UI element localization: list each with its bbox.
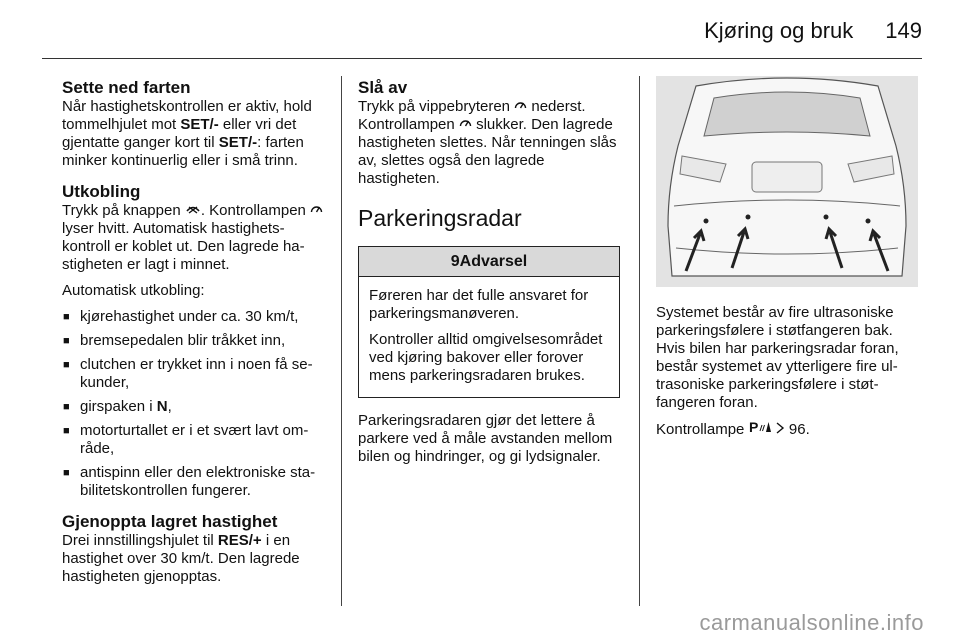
warning-icon: 9 [450,253,460,270]
warning-title: Advarsel [459,253,528,270]
chapter-heading: Parkeringsradar [358,205,522,231]
list-item: ■ bremsepedalen blir tråkket inn, [62,332,326,350]
paragraph: Føreren har det fulle ansvaret for parkeringsmanøveren. [369,287,589,322]
cruise-control-lamp-icon [514,98,527,116]
cruise-cancel-icon [185,202,201,220]
list-item: ■ clutchen er trykket inn i noen få sekunder, [62,356,326,392]
section-title: Utkobling [62,182,141,201]
running-header-title: Kjøring og bruk [704,18,854,43]
list-item: ■ motorturtallet er i et svært lavt område, [62,422,326,458]
watermark: carmanualsonline.info [699,610,924,635]
section-resume [62,512,326,586]
car-rear-sensors-illustration [656,76,918,287]
list-item: ■ girspaken i N, [62,398,326,416]
header-rule [42,58,922,59]
section-title: Gjenoppta lagret hastighet [62,512,278,531]
paragraph: Automatisk utkobling: [62,282,205,299]
parking-radar-lamp-icon [749,420,771,439]
paragraph: Systemet består av fire ultrasoniske parkeringsfølere i støtfangeren bak. Hvis bilen har parkeringsradar foran, består systemet av ytterligere fire ultrasoniske parkeringsfølere i støtfangeren foran. [656,304,899,411]
list-item: ■ kjørehastighet under ca. 30 km/t, [62,308,326,326]
paragraph: Drei innstillingshjulet til RES/+ i en hastighet over 30 km/t. Den lagrede hastigheten gjenopptas. [62,532,300,585]
warning-header [359,247,619,277]
paragraph: Trykk på knappen . Kontrollampen lyser hvitt. Automatisk hastighetskontroll er koblet ut. Den lagrede hastigheten er lagt i minnet. [62,202,326,274]
section-switch-off [358,78,620,188]
section-title: Slå av [358,78,408,97]
cruise-control-lamp-icon [310,202,323,220]
column-2 [358,78,620,474]
section-deactivation [62,182,326,500]
column-3 [656,304,920,447]
section-title: Sette ned farten [62,78,191,97]
auto-off-list [62,308,326,500]
svg-text:P: P [748,420,758,434]
paragraph: Kontroller alltid omgivelsesområdet ved kjøring bakover eller forover mens parkeringsradaren brukes. [369,331,603,384]
cruise-control-lamp-icon [459,116,472,134]
warning-box [358,246,620,398]
paragraph: Kontrollampe P 96. [656,420,810,438]
running-header [704,18,922,44]
section-slow-down [62,78,326,170]
page-number: 149 [885,18,922,43]
paragraph: Trykk på vippebryteren nederst. Kontrollampen slukker. Den lagrede hastigheten slettes. Når tenningen slås av, slettes også den lagrede hastigheten. [358,98,617,187]
page-reference-arrow-icon [775,421,785,439]
column-1 [62,78,326,598]
column-divider [639,76,640,606]
list-item: ■ antispinn eller den elektroniske stabilitetskontrollen fungerer. [62,464,326,500]
column-divider [341,76,342,606]
paragraph: Parkeringsradaren gjør det lettere å parkere ved å måle avstanden mellom bilen og hindringer, og gi lydsignaler. [358,412,613,465]
paragraph: Når hastighetskontrollen er aktiv, hold tommelhjulet mot SET/- eller vri det gjentatte ganger kort til SET/-: farten minker kontinuerlig eller i små trinn. [62,98,312,169]
warning-body [359,277,619,397]
